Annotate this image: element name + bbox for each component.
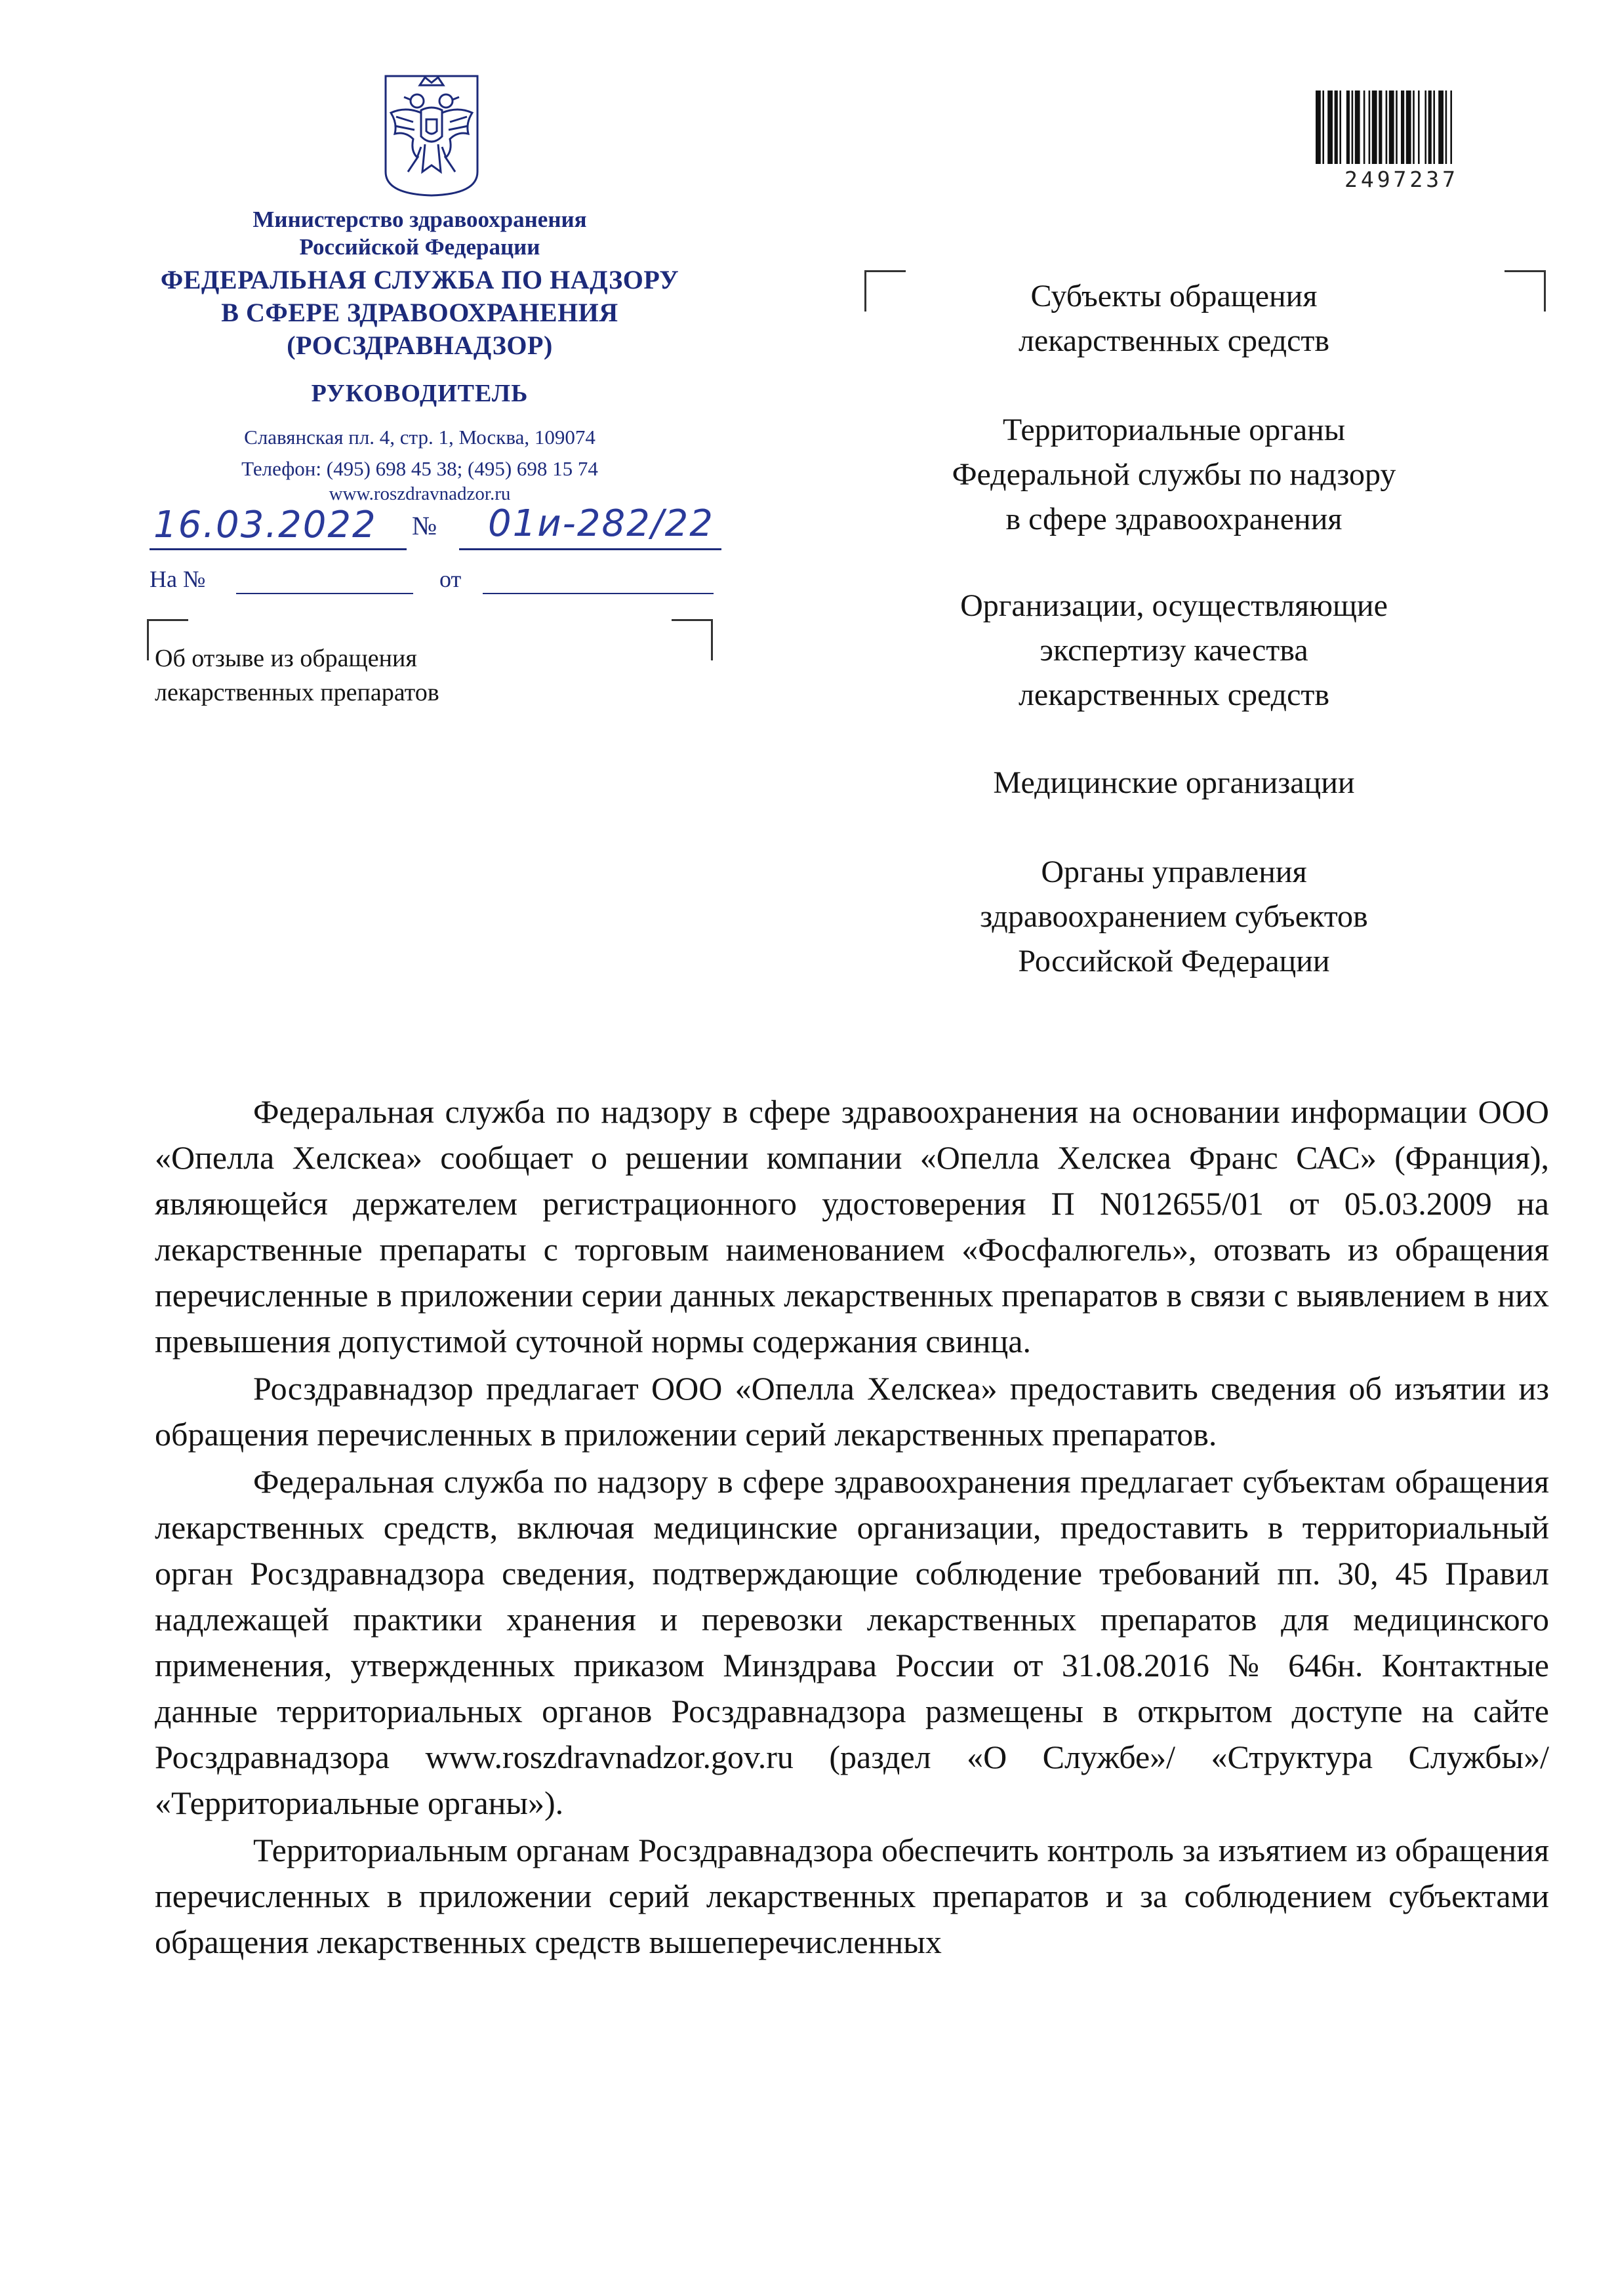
addressee-line: экспертизу качества [1040,633,1308,668]
subject-bracket-right [672,619,713,660]
barcode-bar [1322,91,1324,164]
subject [155,641,439,710]
phone-numbers: Телефон: (495) 698 45 38; (495) 698 15 74 [241,457,598,480]
letter-body [155,1089,1549,1966]
service-name-line1: ФЕДЕРАЛЬНАЯ СЛУЖБА ПО НАДЗОРУ [160,265,679,294]
addressee-line: Федеральной службы по надзору [952,457,1396,492]
number-underline [459,548,721,550]
barcode-bar [1352,91,1354,164]
barcode-bar [1386,91,1388,164]
document-barcode [1313,91,1490,168]
addressee-line: Российской Федерации [1018,944,1330,978]
body-paragraph-2: Росздравнадзор предлагает ООО «Опелла Хелскеа» предоставить сведения об изъятии из обращения перечисленных в приложении серий лекарственных препаратов. [155,1370,1549,1453]
barcode-bar [1396,91,1398,164]
addressee-line: здравоохранением субъектов [980,899,1368,934]
body-paragraph-3: Федеральная служба по надзору в сфере здравоохранения предлагает субъектам обращения лекарственных средств, включая медицинские организации, предоставить в территориальный орган Росздравнадзора сведения, подтверждающие соблюдение требований пп. 30, 45 Правил надлежащей практики хранения и перевозки лекарственных препаратов для медицинского применения, утвержденных приказом Минздрава России от 31.08.2016 № 646н. Контактные данные территориальных органов Росздравнадзора размещены в открытом доступе на сайте Росздравнадзора www.roszdravnadzor.gov.ru (раздел «О Службе»/ «Структура Службы»/ «Территориальные органы»). [155,1463,1549,1821]
barcode-bar [1379,91,1382,164]
addressee-line: лекарственных средств [1018,323,1330,358]
barcode-bar [1433,91,1435,164]
barcode-bar [1406,91,1411,164]
addressee-line: Организации, осуществляющие [960,588,1388,623]
addressee-group-4 [905,761,1443,805]
barcode-bar [1339,91,1341,164]
registration-number: 01и-282/22 [488,502,714,545]
barcode-bar [1450,91,1452,164]
addressee-line: лекарственных средств [1018,677,1330,712]
date-underline [150,548,407,550]
addressee-line: в сфере здравоохранения [1005,502,1343,536]
addressee-line: Субъекты обращения [1030,279,1318,313]
body-paragraph-1: Федеральная служба по надзору в сфере здравоохранения на основании информации ООО «Опелла Хелскеа» сообщает о решении компании «Опелла Хелскеа Франс САС» (Франция), являющейся держателем регистрационного удостоверения П N012655/01 от 05.03.2009 на лекарственные препараты с торговым наименованием «Фосфалюгель», отозвать из обращения перечисленные в приложении серии данных лекарственных препаратов в связи с выявлением в них превышения допустимой суточной нормы содержания свинца. [155,1093,1549,1359]
addressee-group-3 [905,584,1443,717]
barcode-number: 2497237 [1344,167,1459,192]
addressee-line: Медицинские организации [993,765,1355,800]
reply-date-blank [483,593,714,594]
service-name-line3: (РОСЗДРАВНАДЗОР) [287,331,553,360]
coat-of-arms-icon [379,73,484,198]
subject-line1: Об отзыве из обращения [155,645,417,672]
addressee-line: Органы управления [1041,855,1307,889]
addressee-group-5 [905,850,1443,984]
addressee-line: Территориальные органы [1002,413,1346,447]
addressee-group-2 [905,408,1443,542]
barcode-bar [1428,91,1432,164]
body-paragraph-4: Территориальным органам Росздравнадзора обеспечить контроль за изъятием из обращения перечисленных в приложении серий лекарственных препаратов и за соблюдением субъектами обращения лекарственных средств вышеперечисленных [155,1832,1549,1960]
addressee-bracket-right [1505,270,1546,312]
ministry-name-line2: Российской Федерации [299,234,540,260]
barcode-bar [1335,91,1338,164]
barcode-bar [1424,91,1426,164]
barcode-bar [1355,91,1360,164]
addressee-group-1 [905,274,1443,363]
head-title: РУКОВОДИТЕЛЬ [311,380,529,407]
postal-address: Славянская пл. 4, стр. 1, Москва, 109074 [244,426,596,449]
barcode-bar [1369,91,1371,164]
barcode-bar [1413,91,1415,164]
registration-date: 16.03.2022 [153,504,377,546]
barcode-bar [1401,91,1404,164]
addressee-bracket-left [864,270,906,312]
service-name-line2: В СФЕРЕ ЗДРАВООХРАНЕНИЯ [221,298,618,327]
ministry-name-line1: Министерство здравоохранения [253,207,587,232]
registration-number-label: № [412,511,437,540]
subject-line2: лекарственных препаратов [155,679,439,706]
barcode-bar [1364,91,1365,164]
barcode-bar [1372,91,1377,164]
website-link[interactable]: www.roszdravnadzor.ru [329,483,511,504]
barcode-bar [1316,91,1321,164]
reply-number-label: На № [150,566,206,592]
barcode-bar [1389,91,1394,164]
barcode-bar [1438,91,1444,164]
barcode-bar [1445,91,1447,164]
reply-date-label: от [439,566,462,592]
reply-number-blank [236,593,413,594]
barcode-bar [1327,91,1333,164]
barcode-bar [1418,91,1420,164]
barcode-bar [1346,91,1350,164]
